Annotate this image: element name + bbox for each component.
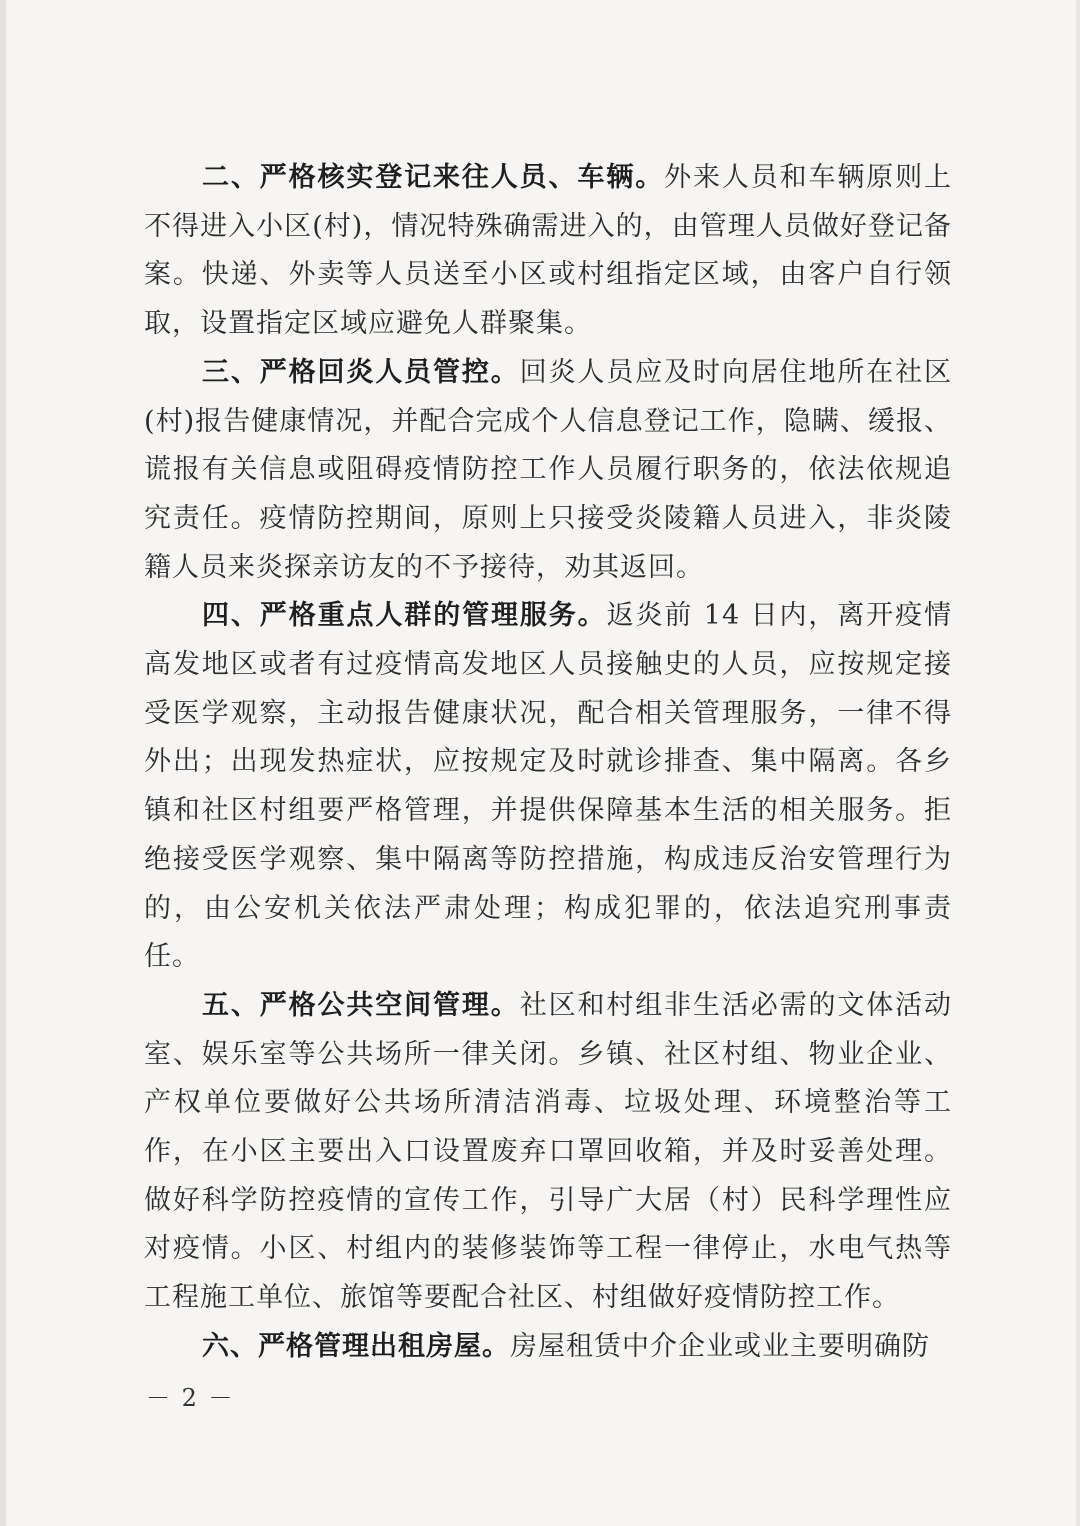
- paragraph-6: [144, 1323, 952, 1372]
- paragraph-heading: 六、严格管理出租房屋。: [202, 1330, 510, 1362]
- paragraph-heading: 二、严格核实登记来往人员、车辆。: [202, 162, 665, 193]
- paragraph-text: 房屋租赁中介企业或业主要明确防: [510, 1330, 930, 1362]
- page-number: － 2 －: [146, 1384, 235, 1412]
- paragraph-heading: 五、严格公共空间管理。: [202, 989, 520, 1021]
- paragraph-text: 回炎人员应及时向居住地所在社区(村)报告健康情况，并配合完成个人信息登记工作，隐瞒、缓报、谎报有关信息或阻碍疫情防控工作人员履行职务的，依法依规追究责任。疫情防控期间，原则上只接受炎陵籍人员进入，非炎陵籍人员来炎探亲访友的不予接待，劝其返回。: [144, 356, 953, 583]
- paragraph-text: 社区和村组非生活必需的文体活动室、娱乐室等公共场所一律关闭。乡镇、社区村组、物业企业、产权单位要做好公共场所清洁消毒、垃圾处理、环境整治等工作，在小区主要出入口设置废弃口罩回收箱，并及时妥善处理。做好科学防控疫情的宣传工作，引导广大居（村）民科学理性应对疫情。小区、村组内的装修装饰等工程一律停止，水电气热等工程施工单位、旅馆等要配合社区、村组做好疫情防控工作。: [144, 989, 953, 1314]
- paragraph-3: [144, 349, 952, 593]
- paragraph-heading: 四、严格重点人群的管理服务。: [202, 600, 607, 632]
- paragraph-text: 返炎前 14 日内，离开疫情高发地区或者有过疫情高发地区人员接触史的人员，应按规定接受医学观察，主动报告健康状况，配合相关管理服务，一律不得外出；出现发热症状，应按规定及时就诊排查、集中隔离。各乡镇和社区村组要严格管理，并提供保障基本生活的相关服务。拒绝接受医学观察、集中隔离等防控措施，构成违反治安管理行为的，由公安机关依法严肃处理；构成犯罪的，依法追究刑事责任。: [144, 600, 953, 973]
- paragraph-text: 外来人员和车辆原则上不得进入小区(村)，情况特殊确需进入的，由管理人员做好登记备案。快递、外卖等人员送至小区或村组指定区域，由客户自行领取，设置指定区域应避免人群聚集。: [144, 162, 953, 340]
- paragraph-2: [144, 154, 952, 349]
- paragraph-4: [144, 592, 952, 982]
- document-body: [144, 154, 952, 1372]
- paragraph-5: [144, 982, 952, 1323]
- paragraph-heading: 三、严格回炎人员管控。: [202, 356, 520, 388]
